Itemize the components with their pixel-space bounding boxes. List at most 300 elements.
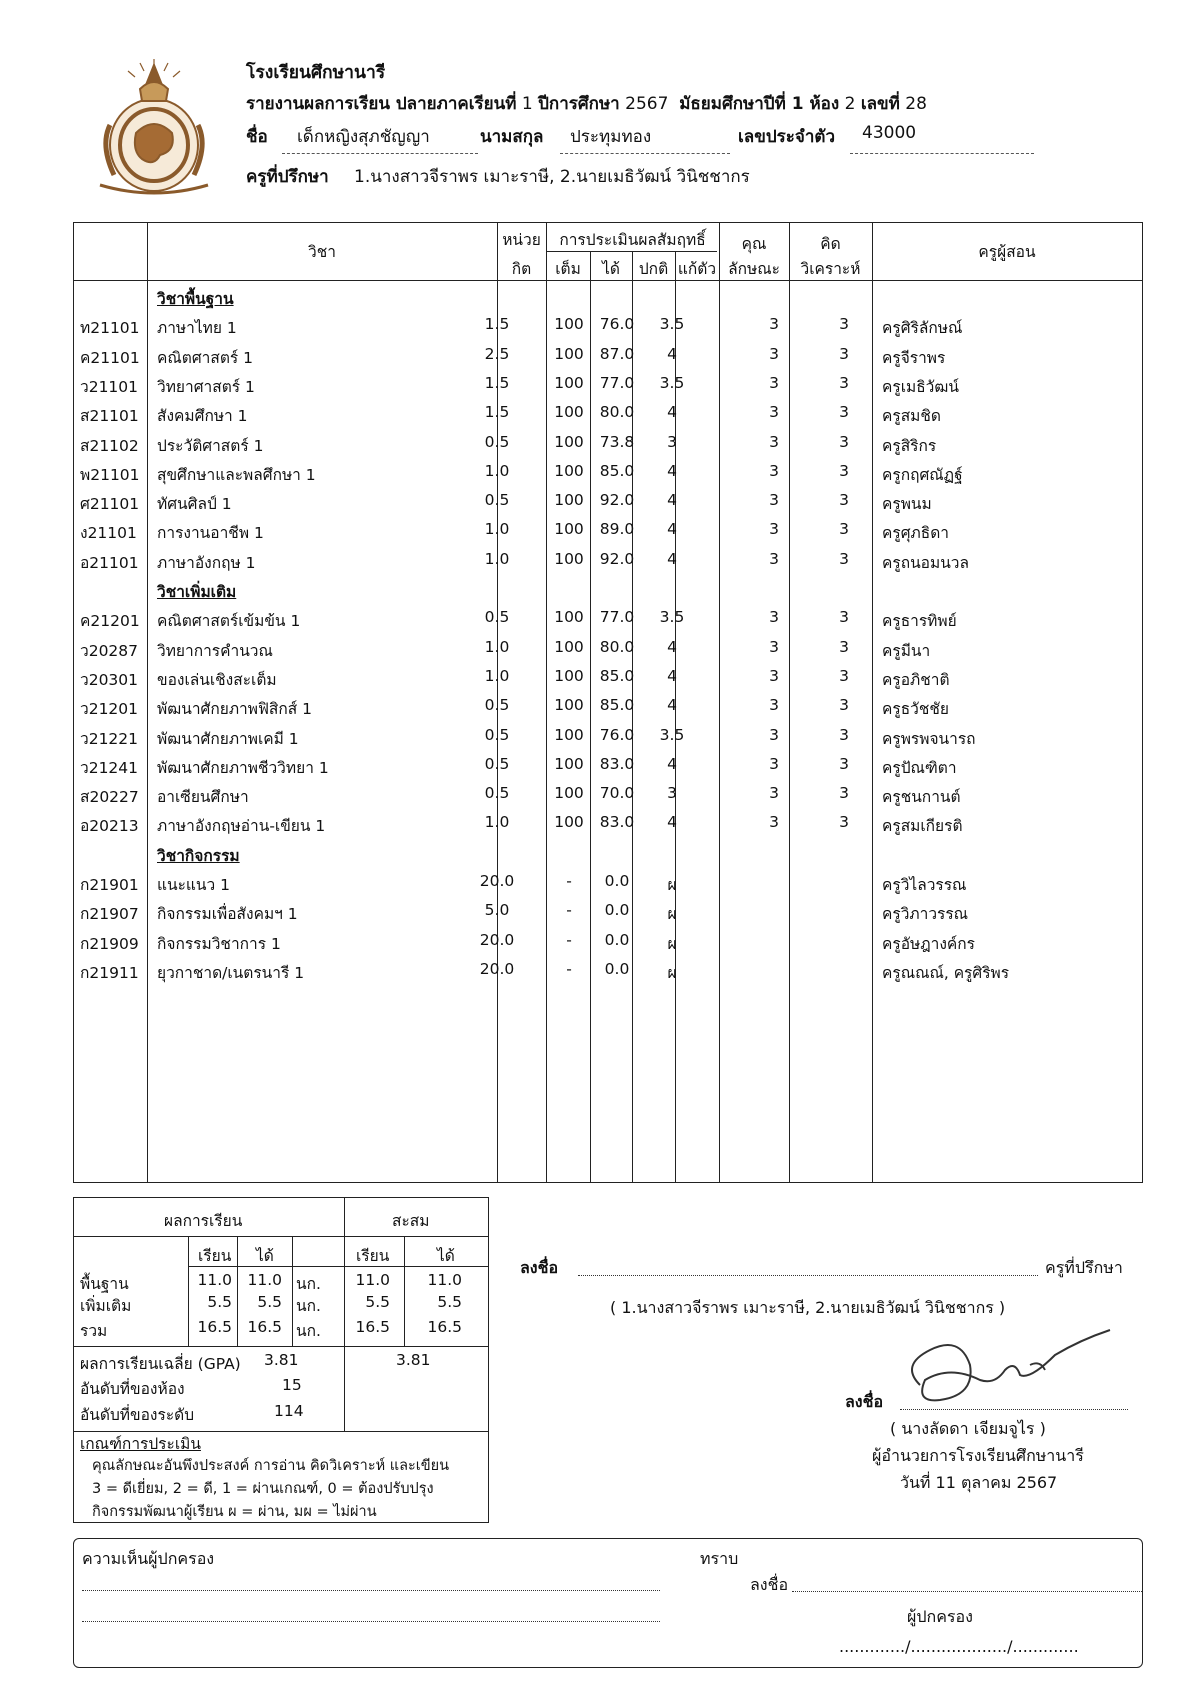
table-row (74, 516, 1142, 545)
teacher-name: ครูปัณฑิตา (882, 758, 957, 777)
summary-got: 11.0 (247, 1271, 282, 1289)
subject-code: อ20213 (80, 817, 139, 836)
score: 70.0 (599, 784, 635, 803)
credit: 1.0 (484, 813, 510, 832)
credit: 0.5 (484, 696, 510, 715)
summary-row-label: รวม (80, 1322, 108, 1340)
score: 0.0 (604, 959, 630, 978)
header-attr-2: ลักษณะ (728, 260, 780, 278)
grade: 4 (667, 666, 677, 685)
parent-sign-line[interactable] (792, 1591, 1142, 1592)
summary-divider (237, 1236, 238, 1346)
subject-code: ว21101 (80, 377, 139, 396)
credit: 0.5 (484, 432, 510, 451)
thinking-score: 3 (839, 373, 849, 392)
director-sign-line (900, 1409, 1128, 1410)
score: 80.0 (599, 637, 635, 656)
full-score: 100 (554, 403, 584, 422)
director-role: ผู้อำนวยการโรงเรียนศึกษานารี (872, 1446, 1084, 1465)
summary-unit: นก. (296, 1297, 321, 1315)
advisor-label: ครูที่ปรึกษา (246, 167, 329, 187)
summary-divider (188, 1236, 189, 1346)
header-corrected: แก้ตัว (677, 260, 717, 278)
credit: 1.0 (484, 520, 510, 539)
attribute-score: 3 (769, 696, 779, 715)
subject-code: ก21911 (80, 963, 139, 982)
credit: 0.5 (484, 725, 510, 744)
grade: ผ (667, 963, 677, 982)
full-score: - (566, 872, 572, 890)
subject-name: ประวัติศาสตร์ 1 (157, 436, 264, 455)
table-row (74, 956, 1142, 985)
subject-code: ง21101 (80, 524, 137, 543)
table-row (74, 692, 1142, 721)
cumulative-studied-header: เรียน (356, 1247, 390, 1265)
rank-room-value: 15 (282, 1376, 302, 1394)
subject-code: ส20227 (80, 788, 139, 807)
header-assessment: การประเมินผลสัมฤทธิ์ (559, 231, 706, 249)
full-score: 100 (554, 666, 584, 685)
score: 0.0 (604, 901, 630, 920)
subject-code: ก21901 (80, 876, 139, 894)
student-number: 28 (905, 94, 927, 114)
grade: 4 (667, 403, 677, 422)
grade: 3.5 (659, 725, 685, 744)
header-got: ได้ (602, 260, 620, 278)
teacher-name: ครูวิภาวรรณ (882, 905, 969, 924)
advisor-role: ครูที่ปรึกษา (1045, 1258, 1123, 1277)
thinking-score: 3 (839, 549, 849, 568)
full-score: - (566, 959, 572, 978)
grade: ผ (667, 905, 677, 924)
subject-code: ว21201 (80, 700, 139, 719)
teacher-name: ครูถนอมนวล (882, 553, 969, 572)
teacher-name: ครูอัษฎางค์กร (882, 934, 975, 953)
credit: 1.5 (484, 373, 510, 392)
room: 2 (844, 94, 856, 114)
subject-code: ค21201 (80, 612, 140, 631)
header-attr-1: คุณ (741, 235, 767, 253)
teacher-name: ครูพนม (882, 495, 932, 514)
teacher-name: ครูสมเกียรติ (882, 817, 963, 836)
teacher-name: ครูณณณ์, ครูศิริพร (882, 963, 1010, 982)
teacher-name: ครูอภิชาติ (882, 670, 950, 689)
table-row (74, 399, 1142, 428)
credit: 2.5 (484, 344, 510, 363)
subject-name: ทัศนศิลป์ 1 (157, 495, 232, 514)
subject-code: ส21102 (80, 436, 139, 455)
summary-divider (74, 1346, 488, 1347)
score: 77.0 (599, 608, 635, 627)
report-title (246, 90, 927, 117)
teacher-name: ครูสมชิด (882, 407, 941, 426)
subject-name: แนะแนว 1 (157, 876, 230, 894)
table-row (74, 809, 1142, 838)
thinking-score: 3 (839, 403, 849, 422)
academic-year: 2567 (625, 94, 669, 114)
attribute-score: 3 (769, 637, 779, 656)
teacher-name: ครูศุภธิดา (882, 524, 949, 543)
subject-code: ส21101 (80, 407, 139, 426)
advisor-names: 1.นางสาวจีราพร เมาะราษี, 2.นายเมธิวัฒน์ วินิชชากร (354, 167, 750, 187)
student-surname: ประทุมทอง (570, 127, 652, 147)
grade: ผ (667, 934, 677, 953)
group-title: วิชาพื้นฐาน (157, 290, 234, 308)
credit: 0.5 (484, 754, 510, 773)
subject-code: อ21101 (80, 553, 139, 572)
credit: 0.5 (484, 784, 510, 803)
subject-code: ค21101 (80, 348, 140, 367)
advisor-sign-label: ลงชื่อ (520, 1258, 559, 1277)
thinking-score: 3 (839, 461, 849, 480)
thinking-score: 3 (839, 608, 849, 627)
credit: 1.0 (484, 666, 510, 685)
table-row (74, 370, 1142, 399)
teacher-name: ครูวิไลวรรณ (882, 876, 967, 894)
grade: ผ (667, 876, 677, 894)
summary-studied: 16.5 (197, 1318, 232, 1336)
parent-comment-label: ความเห็นผู้ปกครอง (82, 1549, 215, 1568)
grade: 3 (667, 432, 677, 451)
score: 0.0 (604, 872, 630, 890)
header-think-2: วิเคราะห์ (800, 260, 861, 278)
full-score: 100 (554, 432, 584, 451)
criteria-title: เกณฑ์การประเมิน (80, 1435, 201, 1453)
parent-role: ผู้ปกครอง (907, 1607, 973, 1626)
attribute-score: 3 (769, 520, 779, 539)
attribute-score: 3 (769, 666, 779, 685)
header-credit-2: กิต (511, 260, 532, 278)
credit: 1.5 (484, 403, 510, 422)
subject-name: วิทยาการคำนวณ (157, 641, 273, 660)
criteria-line-2: 3 = ดีเยี่ยม, 2 = ดี, 1 = ผ่านเกณฑ์, 0 = ต้องปรับปรุง (92, 1481, 434, 1497)
full-score: 100 (554, 754, 584, 773)
subject-name: สังคมศึกษา 1 (157, 407, 248, 426)
table-row (74, 927, 1142, 956)
summary-cumulative-got: 5.5 (437, 1293, 462, 1311)
score: 87.0 (599, 344, 635, 363)
score: 0.0 (604, 930, 630, 949)
grade: 3 (667, 784, 677, 803)
full-score: 100 (554, 725, 584, 744)
rank-level-label: อันดับที่ของระดับ (80, 1406, 195, 1424)
summary-table (73, 1197, 489, 1523)
teacher-name: ครูธวัชชัย (882, 700, 949, 719)
credit: 1.0 (484, 549, 510, 568)
name-label: ชื่อ (246, 127, 268, 147)
score: 89.0 (599, 520, 635, 539)
score: 76.0 (599, 725, 635, 744)
rank-room-label: อันดับที่ของห้อง (80, 1380, 185, 1398)
table-row (74, 311, 1142, 340)
director-name: ( นางลัดดา เจียมจูไร ) (890, 1419, 1046, 1438)
full-score: 100 (554, 461, 584, 480)
cumulative-got-header: ได้ (437, 1247, 455, 1265)
table-row (74, 751, 1142, 780)
full-score: 100 (554, 373, 584, 392)
table-row (74, 487, 1142, 516)
grade: 4 (667, 344, 677, 363)
year-label: ปีการศึกษา (538, 94, 620, 114)
grade: 3.5 (659, 315, 685, 334)
thinking-score: 3 (839, 315, 849, 334)
grade: 3.5 (659, 373, 685, 392)
thinking-score: 3 (839, 432, 849, 451)
credit: 20.0 (479, 959, 515, 978)
criteria-line-1: คุณลักษณะอันพึงประสงค์ การอ่าน คิดวิเคราะห์ และเขียน (92, 1458, 450, 1474)
score: 85.0 (599, 696, 635, 715)
subject-code: ว21221 (80, 729, 139, 748)
grade: 4 (667, 696, 677, 715)
parent-date-line: ............./.................../............. (839, 1637, 1079, 1656)
summary-got: 16.5 (247, 1318, 282, 1336)
score: 77.0 (599, 373, 635, 392)
subject-name: คณิตศาสตร์เข้มข้น 1 (157, 612, 301, 631)
summary-studied: 11.0 (197, 1271, 232, 1289)
subject-name: ของเล่นเชิงสะเต็ม (157, 670, 277, 689)
teacher-name: ครูศิริลักษณ์ (882, 319, 963, 338)
table-row (74, 897, 1142, 926)
credit: 1.5 (484, 315, 510, 334)
score: 85.0 (599, 666, 635, 685)
full-score: - (566, 901, 572, 920)
attribute-score: 3 (769, 315, 779, 334)
subject-code: ว21241 (80, 758, 139, 777)
full-score: 100 (554, 813, 584, 832)
grade: 4 (667, 461, 677, 480)
subject-name: คณิตศาสตร์ 1 (157, 348, 253, 367)
teacher-name: ครูจีราพร (882, 348, 946, 367)
full-score: 100 (554, 315, 584, 334)
table-row (74, 722, 1142, 751)
attribute-score: 3 (769, 549, 779, 568)
table-row (74, 341, 1142, 370)
gpa-label: ผลการเรียนเฉลี่ย (GPA) (80, 1355, 241, 1373)
rank-level-value: 114 (274, 1402, 304, 1420)
table-row (74, 780, 1142, 809)
thinking-score: 3 (839, 344, 849, 363)
summary-cumulative-studied: 11.0 (355, 1271, 390, 1289)
thinking-score: 3 (839, 784, 849, 803)
results-header: ผลการเรียน (164, 1212, 243, 1230)
credit: 0.5 (484, 491, 510, 510)
grade: 3.5 (659, 608, 685, 627)
score: 92.0 (599, 549, 635, 568)
grade: 4 (667, 491, 677, 510)
parent-comment-box (73, 1538, 1143, 1668)
criteria-line-3: กิจกรรมพัฒนาผู้เรียน ผ = ผ่าน, มผ = ไม่ผ่าน (92, 1504, 377, 1520)
attribute-score: 3 (769, 461, 779, 480)
group-heading (74, 282, 1142, 311)
score: 92.0 (599, 491, 635, 510)
subject-name: ภาษาไทย 1 (157, 319, 237, 338)
full-score: 100 (554, 784, 584, 803)
attribute-score: 3 (769, 813, 779, 832)
studied-header: เรียน (198, 1247, 232, 1265)
parent-sign-label: ลงชื่อ (750, 1575, 789, 1594)
grade-label: มัธยมศึกษาปีที่ 1 ห้อง (679, 94, 840, 114)
grade: 4 (667, 637, 677, 656)
summary-divider (292, 1236, 293, 1346)
subject-name: วิทยาศาสตร์ 1 (157, 377, 255, 396)
grade: 4 (667, 520, 677, 539)
table-row (74, 546, 1142, 575)
full-score: - (566, 930, 572, 949)
full-score: 100 (554, 520, 584, 539)
score: 85.0 (599, 461, 635, 480)
subject-name: กิจกรรมวิชาการ 1 (157, 934, 281, 953)
summary-divider (344, 1198, 345, 1431)
student-name: เด็กหญิงสุภชัญญา (297, 127, 430, 147)
advisor-sign-names: ( 1.นางสาวจีราพร เมาะราษี, 2.นายเมธิวัฒน์ วินิชชากร ) (610, 1298, 1006, 1317)
header-teacher: ครูผู้สอน (978, 243, 1036, 261)
attribute-score: 3 (769, 491, 779, 510)
thinking-score: 3 (839, 813, 849, 832)
header-subject: วิชา (308, 243, 336, 261)
subject-code: พ21101 (80, 465, 140, 484)
surname-label: นามสกุล (480, 127, 544, 147)
subject-name: อาเซียนศึกษา (157, 788, 249, 807)
summary-studied: 5.5 (207, 1293, 232, 1311)
full-score: 100 (554, 491, 584, 510)
subject-name: พัฒนาศักยภาพเคมี 1 (157, 729, 299, 748)
comment-line-2[interactable] (82, 1621, 660, 1622)
student-id: 43000 (862, 123, 917, 143)
score: 83.0 (599, 813, 635, 832)
table-row (74, 429, 1142, 458)
id-underline (850, 153, 1034, 154)
subject-name: ยุวกาชาด/เนตรนารี 1 (157, 963, 305, 982)
cumulative-header: สะสม (392, 1212, 430, 1230)
gpa-value: 3.81 (264, 1351, 299, 1369)
table-row (74, 604, 1142, 633)
grade: 4 (667, 754, 677, 773)
gpa-cumulative: 3.81 (396, 1351, 431, 1369)
group-title: วิชากิจกรรม (157, 846, 240, 865)
header-think-1: คิด (820, 235, 841, 253)
school-name: โรงเรียนศึกษานารี (246, 63, 386, 83)
teacher-name: ครูเมธิวัฒน์ (882, 377, 959, 396)
group-title: วิชาเพิ่มเติม (157, 583, 237, 601)
score: 73.8 (599, 432, 635, 451)
full-score: 100 (554, 344, 584, 363)
surname-underline (560, 153, 730, 154)
full-score: 100 (554, 549, 584, 568)
subject-code: ท21101 (80, 319, 140, 338)
report-title-text: รายงานผลการเรียน ปลายภาคเรียนที่ (246, 94, 517, 114)
summary-cumulative-studied: 16.5 (355, 1318, 390, 1336)
summary-unit: นก. (296, 1322, 321, 1340)
summary-cumulative-got: 11.0 (427, 1271, 462, 1289)
summary-unit: นก. (296, 1275, 321, 1293)
director-sign-label: ลงชื่อ (845, 1392, 884, 1411)
thinking-score: 3 (839, 696, 849, 715)
score: 80.0 (599, 403, 635, 422)
grade: 4 (667, 549, 677, 568)
thinking-score: 3 (839, 725, 849, 744)
teacher-name: ครูสิริกร (882, 436, 937, 455)
thinking-score: 3 (839, 491, 849, 510)
summary-cumulative-got: 16.5 (427, 1318, 462, 1336)
acknowledge-label: ทราบ (700, 1549, 739, 1568)
grades-table (73, 222, 1143, 1183)
subject-code: ก21909 (80, 934, 139, 953)
header-credit-1: หน่วย (502, 231, 541, 249)
thinking-score: 3 (839, 754, 849, 773)
subject-code: ว20287 (80, 641, 139, 660)
full-score: 100 (554, 696, 584, 715)
thinking-score: 3 (839, 666, 849, 685)
name-underline (282, 153, 478, 154)
subject-name: การงานอาชีพ 1 (157, 524, 264, 543)
semester: 1 (521, 94, 533, 114)
attribute-score: 3 (769, 344, 779, 363)
subject-name: พัฒนาศักยภาพชีววิทยา 1 (157, 758, 329, 777)
summary-row-label: เพิ่มเติม (80, 1297, 132, 1315)
table-row (74, 868, 1142, 897)
credit: 1.0 (484, 637, 510, 656)
attribute-score: 3 (769, 754, 779, 773)
id-label: เลขประจำตัว (738, 127, 835, 147)
table-row (74, 663, 1142, 692)
subject-name: พัฒนาศักยภาพฟิสิกส์ 1 (157, 700, 313, 719)
summary-divider (404, 1236, 405, 1346)
subject-name: กิจกรรมเพื่อสังคมฯ 1 (157, 905, 298, 924)
summary-cumulative-studied: 5.5 (365, 1293, 390, 1311)
header-full: เต็ม (555, 260, 581, 278)
thinking-score: 3 (839, 520, 849, 539)
full-score: 100 (554, 637, 584, 656)
attribute-score: 3 (769, 432, 779, 451)
subject-code: ว20301 (80, 670, 139, 689)
credit: 0.5 (484, 608, 510, 627)
score: 83.0 (599, 754, 635, 773)
table-row (74, 634, 1142, 663)
summary-got: 5.5 (257, 1293, 282, 1311)
credit: 1.0 (484, 461, 510, 480)
credit: 5.0 (484, 901, 510, 920)
subject-code: ศ21101 (80, 495, 140, 514)
number-label: เลขที่ (860, 94, 900, 114)
summary-row-label: พื้นฐาน (80, 1275, 129, 1293)
header-normal: ปกติ (638, 260, 669, 278)
attribute-score: 3 (769, 403, 779, 422)
score: 76.0 (599, 315, 635, 334)
subject-name: ภาษาอังกฤษ 1 (157, 553, 256, 572)
thinking-score: 3 (839, 637, 849, 656)
grade: 4 (667, 813, 677, 832)
attribute-score: 3 (769, 608, 779, 627)
advisor-sign-line (578, 1275, 1038, 1276)
director-signature-icon (880, 1325, 1120, 1415)
group-heading (74, 575, 1142, 604)
teacher-name: ครูกฤศณัฏฐ์ (882, 465, 963, 484)
full-score: 100 (554, 608, 584, 627)
comment-line-1[interactable] (82, 1590, 660, 1591)
teacher-name: ครูมีนา (882, 641, 931, 660)
report-date: วันที่ 11 ตุลาคม 2567 (900, 1473, 1058, 1492)
subject-name: สุขศึกษาและพลศึกษา 1 (157, 465, 316, 484)
table-row (74, 458, 1142, 487)
school-emblem-icon (80, 55, 228, 205)
attribute-score: 3 (769, 373, 779, 392)
group-heading (74, 839, 1142, 868)
teacher-name: ครูชนกานต์ (882, 788, 961, 807)
teacher-name: ครูธารทิพย์ (882, 612, 957, 631)
attribute-score: 3 (769, 784, 779, 803)
got-header: ได้ (256, 1247, 274, 1265)
subject-code: ก21907 (80, 905, 139, 924)
